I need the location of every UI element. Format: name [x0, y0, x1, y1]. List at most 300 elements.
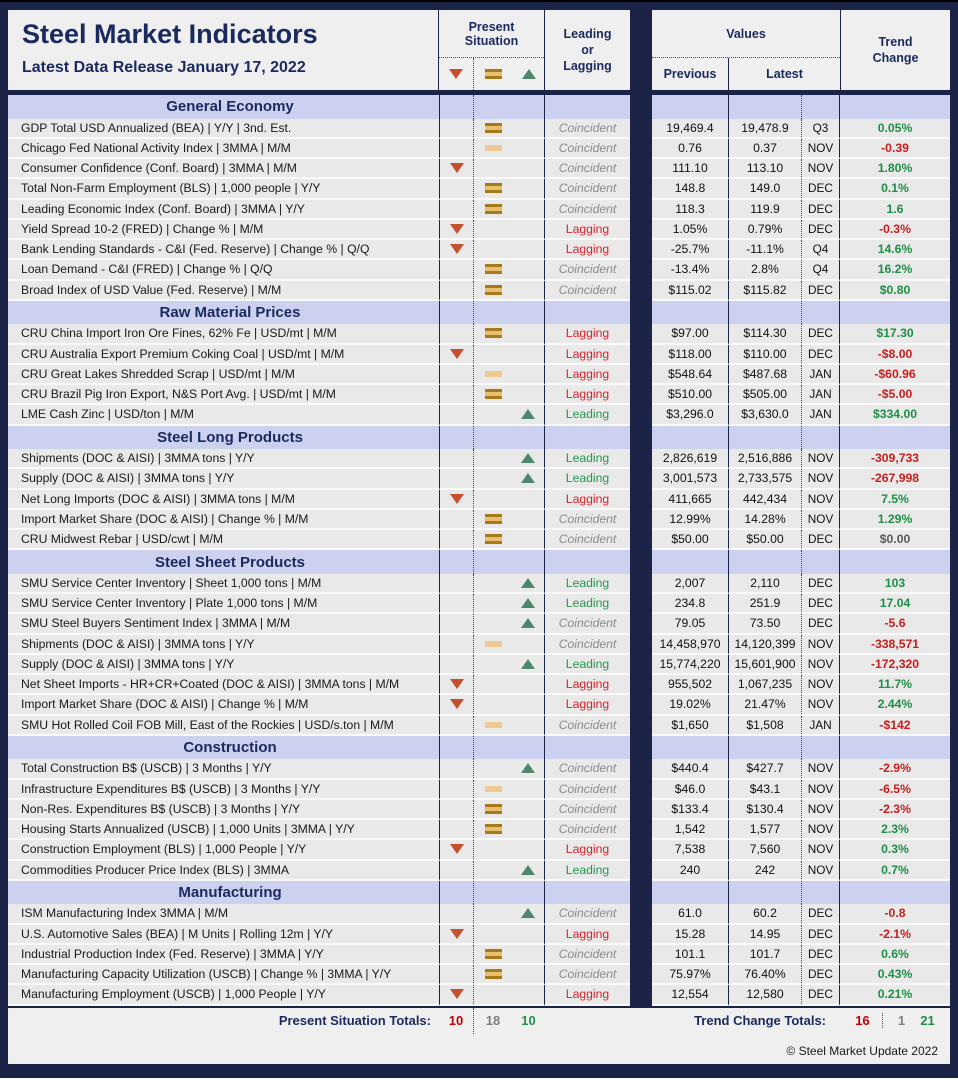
period-label: DEC: [802, 965, 840, 985]
section-header-row: [8, 881, 950, 905]
situation-down-cell: [439, 574, 474, 594]
situation-down-cell: [439, 695, 474, 715]
cycle-indicator: Lagging: [545, 985, 630, 1005]
trend-change-value: 0.21%: [840, 985, 950, 1005]
previous-value: 0.76: [652, 139, 729, 159]
previous-value: $46.0: [652, 780, 729, 800]
latest-value: 0.37: [729, 139, 802, 159]
down-arrow-icon: [450, 244, 464, 254]
dash-icon: [485, 722, 502, 728]
column-divider: [630, 530, 652, 550]
previous-column-header: Previous: [652, 58, 729, 90]
cycle-indicator: Leading: [545, 405, 630, 425]
situation-up-cell: [512, 365, 545, 385]
indicator-label: Broad Index of USD Value (Fed. Reserve) | M/M: [8, 281, 439, 301]
situation-equal-cell: [474, 861, 512, 881]
latest-value: $3,630.0: [729, 405, 802, 425]
down-arrow-icon: [450, 494, 464, 504]
latest-value: $505.00: [729, 385, 802, 405]
cycle-indicator: Coincident: [545, 179, 630, 199]
leading-lagging-header: Leading or Lagging: [563, 26, 612, 74]
situation-up-cell: [512, 780, 545, 800]
latest-value: 1,067,235: [729, 675, 802, 695]
trend-change-value: 1.29%: [840, 510, 950, 530]
period-label: DEC: [802, 925, 840, 945]
equal-icon: [485, 389, 502, 399]
down-arrow-icon: [450, 349, 464, 359]
up-arrow-icon: [521, 865, 535, 875]
situation-down-cell: [439, 675, 474, 695]
situation-equal-cell: [474, 260, 512, 280]
up-arrow-icon: [521, 763, 535, 773]
up-arrow-icon: [521, 659, 535, 669]
trend-change-value: 0.05%: [840, 119, 950, 139]
situation-equal-cell: [474, 800, 512, 820]
indicator-label: Yield Spread 10-2 (FRED) | Change % | M/M: [8, 220, 439, 240]
trend-total-flat: 1: [897, 1013, 906, 1028]
column-divider: [630, 385, 652, 405]
situation-equal-cell: [474, 281, 512, 301]
cycle-indicator: Coincident: [545, 716, 630, 736]
latest-value: $1,508: [729, 716, 802, 736]
indicator-row: [8, 179, 950, 199]
section-title: Raw Material Prices: [8, 301, 439, 325]
cycle-indicator: Leading: [545, 861, 630, 881]
situation-up-cell: [512, 119, 545, 139]
column-divider: [630, 861, 652, 881]
trend-change-value: -0.39: [840, 139, 950, 159]
period-label: DEC: [802, 200, 840, 220]
indicator-label: SMU Service Center Inventory | Sheet 1,000 tons | M/M: [8, 574, 439, 594]
situation-down-cell: [439, 281, 474, 301]
previous-value: 111.10: [652, 159, 729, 179]
indicator-row: [8, 716, 950, 736]
dash-icon: [485, 145, 502, 151]
present-totals-label: Present Situation Totals:: [278, 1013, 431, 1028]
cycle-indicator: Coincident: [545, 260, 630, 280]
situation-equal-cell: [474, 365, 512, 385]
situation-up-cell: [512, 385, 545, 405]
situation-down-cell: [439, 119, 474, 139]
situation-up-cell: [512, 159, 545, 179]
up-arrow-icon: [521, 409, 535, 419]
up-arrow-icon: [522, 69, 536, 79]
indicator-row: [8, 405, 950, 425]
previous-value: 411,665: [652, 490, 729, 510]
latest-value: 14.28%: [729, 510, 802, 530]
situation-equal-cell: [474, 675, 512, 695]
situation-equal-cell: [474, 220, 512, 240]
situation-up-cell: [512, 904, 545, 924]
indicator-label: Bank Lending Standards - C&I (Fed. Reserve) | Change % | Q/Q: [8, 240, 439, 260]
equal-icon: [485, 328, 502, 338]
cycle-indicator: Leading: [545, 469, 630, 489]
previous-value: 955,502: [652, 675, 729, 695]
indicator-row: [8, 675, 950, 695]
column-divider: [630, 426, 652, 450]
trend-total-down: 16: [855, 1013, 882, 1028]
indicator-row: [8, 820, 950, 840]
period-label: DEC: [802, 985, 840, 1005]
indicator-row: [8, 490, 950, 510]
previous-value: $118.00: [652, 345, 729, 365]
column-divider: [630, 405, 652, 425]
up-arrow-icon: [521, 473, 535, 483]
column-divider: [630, 800, 652, 820]
trend-change-value: $0.80: [840, 281, 950, 301]
situation-equal-cell: [474, 840, 512, 860]
indicator-label: LME Cash Zinc | USD/ton | M/M: [8, 405, 439, 425]
situation-up-cell: [512, 469, 545, 489]
situation-up-cell: [512, 759, 545, 779]
latest-value: $50.00: [729, 530, 802, 550]
column-divider: [630, 614, 652, 634]
trend-change-value: -267,998: [840, 469, 950, 489]
period-label: JAN: [802, 385, 840, 405]
cycle-indicator: Lagging: [545, 365, 630, 385]
situation-down-cell: [439, 800, 474, 820]
latest-value: 73.50: [729, 614, 802, 634]
section-header-row: [8, 550, 950, 574]
previous-value: 14,458,970: [652, 635, 729, 655]
situation-equal-cell: [474, 655, 512, 675]
situation-down-cell: [439, 614, 474, 634]
dash-icon: [485, 786, 502, 792]
column-divider: [630, 159, 652, 179]
previous-value: $50.00: [652, 530, 729, 550]
column-divider: [630, 736, 652, 760]
latest-value: 21.47%: [729, 695, 802, 715]
trend-change-value: -309,733: [840, 449, 950, 469]
situation-down-cell: [439, 759, 474, 779]
latest-value: 12,580: [729, 985, 802, 1005]
column-divider: [630, 635, 652, 655]
period-label: JAN: [802, 405, 840, 425]
up-arrow-icon: [521, 453, 535, 463]
trend-change-value: 14.6%: [840, 240, 950, 260]
cycle-indicator: Lagging: [545, 695, 630, 715]
present-total-down: 10: [439, 1008, 474, 1034]
previous-value: 101.1: [652, 945, 729, 965]
column-divider: [630, 139, 652, 159]
cycle-indicator: Leading: [545, 655, 630, 675]
indicator-label: Manufacturing Capacity Utilization (USCB) | Change % | 3MMA | Y/Y: [8, 965, 439, 985]
trend-change-value: 17.04: [840, 594, 950, 614]
previous-value: $440.4: [652, 759, 729, 779]
period-label: NOV: [802, 695, 840, 715]
down-arrow-icon: [450, 224, 464, 234]
cycle-indicator: Leading: [545, 449, 630, 469]
cycle-indicator: Leading: [545, 594, 630, 614]
column-divider: [630, 925, 652, 945]
cycle-indicator: Coincident: [545, 159, 630, 179]
indicator-label: SMU Hot Rolled Coil FOB Mill, East of the Rockies | USD/s.ton | M/M: [8, 716, 439, 736]
present-total-equal: 18: [485, 1013, 501, 1028]
latest-value: 251.9: [729, 594, 802, 614]
equal-icon: [485, 824, 502, 834]
column-divider: [630, 945, 652, 965]
indicator-row: [8, 240, 950, 260]
latest-value: 442,434: [729, 490, 802, 510]
period-label: DEC: [802, 324, 840, 344]
present-situation-legend: [439, 58, 544, 90]
latest-value: 15,601,900: [729, 655, 802, 675]
indicator-label: Net Sheet Imports - HR+CR+Coated (DOC & AISI) | 3MMA tons | M/M: [8, 675, 439, 695]
section-title: General Economy: [8, 95, 439, 119]
down-arrow-icon: [450, 929, 464, 939]
previous-value: 75.97%: [652, 965, 729, 985]
cycle-indicator: Coincident: [545, 800, 630, 820]
cycle-indicator: Lagging: [545, 345, 630, 365]
situation-equal-cell: [474, 240, 512, 260]
situation-equal-cell: [474, 469, 512, 489]
situation-up-cell: [512, 179, 545, 199]
column-divider: [630, 220, 652, 240]
situation-down-cell: [439, 220, 474, 240]
period-label: DEC: [802, 220, 840, 240]
period-label: NOV: [802, 840, 840, 860]
cycle-indicator: Coincident: [545, 780, 630, 800]
indicator-label: CRU Midwest Rebar | USD/cwt | M/M: [8, 530, 439, 550]
indicator-row: [8, 655, 950, 675]
present-situation-header: [439, 10, 545, 90]
period-label: NOV: [802, 655, 840, 675]
latest-value: 119.9: [729, 200, 802, 220]
situation-up-cell: [512, 324, 545, 344]
trend-change-value: -$5.00: [840, 385, 950, 405]
column-divider: [630, 904, 652, 924]
equal-icon: [485, 534, 502, 544]
situation-up-cell: [512, 200, 545, 220]
situation-down-cell: [439, 139, 474, 159]
previous-value: $548.64: [652, 365, 729, 385]
indicator-label: Leading Economic Index (Conf. Board) | 3MMA | Y/Y: [8, 200, 439, 220]
indicator-label: Supply (DOC & AISI) | 3MMA tons | Y/Y: [8, 469, 439, 489]
latest-value: $114.30: [729, 324, 802, 344]
situation-up-cell: [512, 635, 545, 655]
indicator-label: Manufacturing Employment (USCB) | 1,000 People | Y/Y: [8, 985, 439, 1005]
column-divider: [630, 365, 652, 385]
indicator-label: Infrastructure Expenditures B$ (USCB) | 3 Months | Y/Y: [8, 780, 439, 800]
indicator-label: Chicago Fed National Activity Index | 3MMA | M/M: [8, 139, 439, 159]
situation-equal-cell: [474, 530, 512, 550]
situation-up-cell: [512, 655, 545, 675]
previous-value: 118.3: [652, 200, 729, 220]
equal-icon: [485, 183, 502, 193]
previous-value: $133.4: [652, 800, 729, 820]
period-label: NOV: [802, 490, 840, 510]
column-divider: [630, 301, 652, 325]
trend-change-value: -172,320: [840, 655, 950, 675]
situation-up-cell: [512, 965, 545, 985]
table-body: [8, 95, 950, 1006]
indicator-label: CRU Brazil Pig Iron Export, N&S Port Avg. | USD/mt | M/M: [8, 385, 439, 405]
period-label: NOV: [802, 469, 840, 489]
cycle-indicator: Coincident: [545, 119, 630, 139]
column-divider: [630, 95, 652, 119]
indicator-label: Shipments (DOC & AISI) | 3MMA tons | Y/Y: [8, 635, 439, 655]
dash-icon: [485, 371, 502, 377]
section-title: Manufacturing: [8, 881, 439, 905]
indicator-label: ISM Manufacturing Index 3MMA | M/M: [8, 904, 439, 924]
equal-icon: [485, 969, 502, 979]
period-label: DEC: [802, 345, 840, 365]
column-divider: [630, 574, 652, 594]
latest-value: $427.7: [729, 759, 802, 779]
title-block: [8, 10, 439, 90]
situation-down-cell: [439, 324, 474, 344]
situation-down-cell: [439, 345, 474, 365]
situation-equal-cell: [474, 200, 512, 220]
column-divider: [630, 716, 652, 736]
period-label: DEC: [802, 574, 840, 594]
situation-up-cell: [512, 614, 545, 634]
cycle-indicator: Coincident: [545, 281, 630, 301]
latest-value: 242: [729, 861, 802, 881]
situation-up-cell: [512, 530, 545, 550]
indicator-row: [8, 260, 950, 280]
previous-value: 19,469.4: [652, 119, 729, 139]
indicator-row: [8, 965, 950, 985]
trend-change-header: Trend Change: [840, 10, 950, 90]
up-arrow-icon: [521, 578, 535, 588]
indicator-label: Import Market Share (DOC & AISI) | Change % | M/M: [8, 510, 439, 530]
latest-value: 7,560: [729, 840, 802, 860]
situation-equal-cell: [474, 594, 512, 614]
period-label: Q4: [802, 240, 840, 260]
situation-down-cell: [439, 385, 474, 405]
equal-icon: [485, 285, 502, 295]
cycle-indicator: Lagging: [545, 220, 630, 240]
situation-down-cell: [439, 179, 474, 199]
situation-equal-cell: [474, 119, 512, 139]
values-label: Values: [652, 10, 840, 58]
trend-change-value: -0.3%: [840, 220, 950, 240]
indicator-row: [8, 759, 950, 779]
period-label: NOV: [802, 675, 840, 695]
trend-change-value: 0.6%: [840, 945, 950, 965]
up-arrow-icon: [521, 598, 535, 608]
situation-up-cell: [512, 490, 545, 510]
column-divider: [630, 281, 652, 301]
situation-equal-cell: [474, 716, 512, 736]
situation-down-cell: [439, 655, 474, 675]
indicator-row: [8, 635, 950, 655]
cycle-indicator: Coincident: [545, 200, 630, 220]
down-arrow-icon: [450, 844, 464, 854]
situation-up-cell: [512, 925, 545, 945]
situation-down-cell: [439, 945, 474, 965]
situation-down-cell: [439, 904, 474, 924]
cycle-indicator: Coincident: [545, 139, 630, 159]
trend-change-value: -2.1%: [840, 925, 950, 945]
latest-value: $110.00: [729, 345, 802, 365]
section-header-row: [8, 736, 950, 760]
indicator-label: Shipments (DOC & AISI) | 3MMA tons | Y/Y: [8, 449, 439, 469]
indicator-row: [8, 861, 950, 881]
indicator-row: [8, 574, 950, 594]
equal-icon: [485, 264, 502, 274]
equal-icon: [485, 69, 502, 79]
column-divider: [630, 260, 652, 280]
previous-value: 148.8: [652, 179, 729, 199]
indicator-row: [8, 985, 950, 1005]
situation-up-cell: [512, 675, 545, 695]
period-label: NOV: [802, 449, 840, 469]
situation-up-cell: [512, 820, 545, 840]
situation-down-cell: [439, 365, 474, 385]
values-header: [652, 10, 840, 90]
situation-equal-cell: [474, 574, 512, 594]
situation-down-cell: [439, 861, 474, 881]
latest-value: 1,577: [729, 820, 802, 840]
latest-value: 2,110: [729, 574, 802, 594]
column-divider: [630, 469, 652, 489]
latest-value: 76.40%: [729, 965, 802, 985]
trend-change-value: 1.6: [840, 200, 950, 220]
previous-value: 61.0: [652, 904, 729, 924]
indicator-label: CRU China Import Iron Ore Fines, 62% Fe | USD/mt | M/M: [8, 324, 439, 344]
column-divider: [630, 985, 652, 1005]
column-divider: [630, 780, 652, 800]
situation-down-cell: [439, 840, 474, 860]
situation-up-cell: [512, 405, 545, 425]
previous-value: 234.8: [652, 594, 729, 614]
latest-value: $487.68: [729, 365, 802, 385]
cycle-indicator: Lagging: [545, 490, 630, 510]
period-label: Q4: [802, 260, 840, 280]
previous-value: -13.4%: [652, 260, 729, 280]
indicator-row: [8, 945, 950, 965]
column-divider: [630, 179, 652, 199]
column-divider: [630, 324, 652, 344]
section-title: Steel Sheet Products: [8, 550, 439, 574]
column-divider: [630, 490, 652, 510]
situation-equal-cell: [474, 159, 512, 179]
equal-icon: [485, 804, 502, 814]
period-label: NOV: [802, 800, 840, 820]
situation-down-cell: [439, 635, 474, 655]
equal-icon: [485, 123, 502, 133]
situation-up-cell: [512, 240, 545, 260]
cycle-indicator: Coincident: [545, 614, 630, 634]
latest-value: 19,478.9: [729, 119, 802, 139]
situation-up-cell: [512, 861, 545, 881]
latest-value: 113.10: [729, 159, 802, 179]
situation-up-cell: [512, 716, 545, 736]
indicator-label: Housing Starts Annualized (USCB) | 1,000 Units | 3MMA | Y/Y: [8, 820, 439, 840]
latest-column-header: Latest: [766, 67, 803, 81]
indicator-label: Total Non-Farm Employment (BLS) | 1,000 people | Y/Y: [8, 179, 439, 199]
page-title: Steel Market Indicators: [22, 19, 318, 49]
situation-equal-cell: [474, 510, 512, 530]
trend-change-value: $0.00: [840, 530, 950, 550]
indicator-row: [8, 780, 950, 800]
down-arrow-icon: [450, 699, 464, 709]
cycle-indicator: Coincident: [545, 820, 630, 840]
situation-down-cell: [439, 716, 474, 736]
section-header-row: [8, 301, 950, 325]
period-label: DEC: [802, 281, 840, 301]
indicator-row: [8, 840, 950, 860]
indicator-row: [8, 119, 950, 139]
trend-change-value: 2.44%: [840, 695, 950, 715]
cycle-indicator: Coincident: [545, 965, 630, 985]
period-label: DEC: [802, 179, 840, 199]
situation-down-cell: [439, 780, 474, 800]
column-divider: [630, 881, 652, 905]
indicator-row: [8, 220, 950, 240]
